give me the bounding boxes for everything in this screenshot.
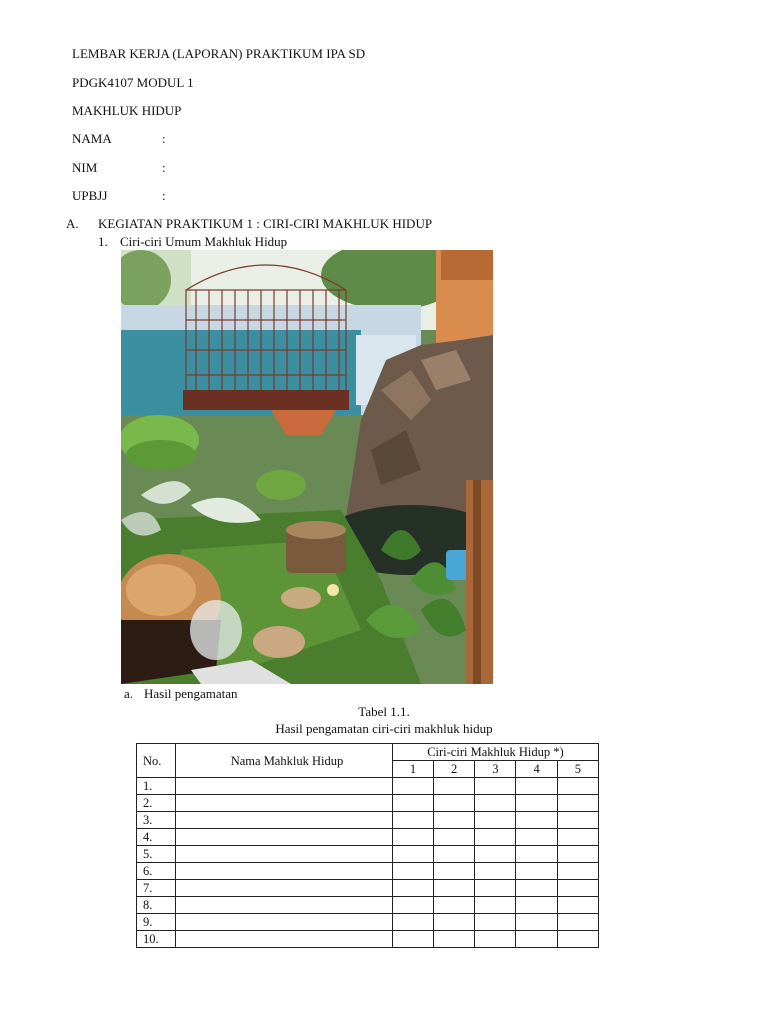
table-row bbox=[137, 846, 599, 863]
characteristic-cell-1[interactable] bbox=[392, 863, 433, 880]
name-cell[interactable] bbox=[176, 812, 393, 829]
characteristic-cell-1[interactable] bbox=[392, 829, 433, 846]
characteristic-cell-3[interactable] bbox=[475, 863, 516, 880]
name-cell[interactable] bbox=[176, 880, 393, 897]
header-char-5: 5 bbox=[557, 761, 598, 778]
subsection-title: Ciri-ciri Umum Makhluk Hidup bbox=[120, 234, 288, 249]
field-sep: : bbox=[162, 160, 166, 175]
field-sep: : bbox=[162, 188, 166, 203]
characteristic-cell-2[interactable] bbox=[434, 846, 475, 863]
characteristic-cell-1[interactable] bbox=[392, 778, 433, 795]
characteristic-cell-5[interactable] bbox=[557, 863, 598, 880]
characteristic-cell-3[interactable] bbox=[475, 880, 516, 897]
course-code: PDGK4107 MODUL 1 bbox=[72, 75, 194, 90]
table-header-row bbox=[137, 744, 599, 761]
characteristic-cell-2[interactable] bbox=[434, 795, 475, 812]
row-number: 3. bbox=[137, 812, 176, 829]
field-nim bbox=[72, 160, 166, 176]
characteristic-cell-1[interactable] bbox=[392, 914, 433, 931]
characteristic-cell-5[interactable] bbox=[557, 812, 598, 829]
row-number: 8. bbox=[137, 897, 176, 914]
table-caption: Hasil pengamatan ciri-ciri makhluk hidup bbox=[275, 721, 493, 736]
characteristic-cell-4[interactable] bbox=[516, 931, 557, 948]
section-marker: A. bbox=[66, 216, 79, 231]
characteristic-cell-2[interactable] bbox=[434, 829, 475, 846]
table-row bbox=[137, 795, 599, 812]
observation-marker: a. bbox=[124, 686, 134, 701]
characteristic-cell-5[interactable] bbox=[557, 778, 598, 795]
characteristic-cell-4[interactable] bbox=[516, 880, 557, 897]
table-row bbox=[137, 931, 599, 948]
name-cell[interactable] bbox=[176, 846, 393, 863]
characteristic-cell-3[interactable] bbox=[475, 812, 516, 829]
characteristic-cell-2[interactable] bbox=[434, 880, 475, 897]
row-number: 4. bbox=[137, 829, 176, 846]
table-body bbox=[137, 778, 599, 948]
field-sep: : bbox=[162, 131, 166, 146]
characteristic-cell-3[interactable] bbox=[475, 829, 516, 846]
characteristic-cell-4[interactable] bbox=[516, 778, 557, 795]
field-label: UPBJJ bbox=[72, 188, 108, 203]
name-cell[interactable] bbox=[176, 829, 393, 846]
section-title: KEGIATAN PRAKTIKUM 1 : CIRI-CIRI MAKHLUK HIDUP bbox=[98, 216, 433, 231]
row-number: 9. bbox=[137, 914, 176, 931]
characteristic-cell-1[interactable] bbox=[392, 931, 433, 948]
characteristic-cell-1[interactable] bbox=[392, 897, 433, 914]
characteristic-cell-5[interactable] bbox=[557, 914, 598, 931]
characteristic-cell-1[interactable] bbox=[392, 812, 433, 829]
name-cell[interactable] bbox=[176, 795, 393, 812]
header-char-1: 1 bbox=[392, 761, 433, 778]
name-cell[interactable] bbox=[176, 897, 393, 914]
characteristic-cell-5[interactable] bbox=[557, 880, 598, 897]
table-row bbox=[137, 778, 599, 795]
characteristic-cell-3[interactable] bbox=[475, 914, 516, 931]
field-label: NIM bbox=[72, 160, 98, 175]
row-number: 7. bbox=[137, 880, 176, 897]
subsection-heading bbox=[98, 234, 287, 250]
field-nama bbox=[72, 131, 166, 147]
characteristic-cell-3[interactable] bbox=[475, 795, 516, 812]
characteristic-cell-2[interactable] bbox=[434, 931, 475, 948]
characteristic-cell-4[interactable] bbox=[516, 812, 557, 829]
header-char-3: 3 bbox=[475, 761, 516, 778]
subsection-marker: 1. bbox=[98, 234, 108, 249]
row-number: 1. bbox=[137, 778, 176, 795]
name-cell[interactable] bbox=[176, 863, 393, 880]
doc-title: LEMBAR KERJA (LAPORAN) PRAKTIKUM IPA SD bbox=[72, 46, 366, 61]
observation-title: Hasil pengamatan bbox=[144, 686, 238, 701]
characteristic-cell-2[interactable] bbox=[434, 812, 475, 829]
characteristic-cell-4[interactable] bbox=[516, 829, 557, 846]
characteristic-cell-3[interactable] bbox=[475, 778, 516, 795]
name-cell[interactable] bbox=[176, 931, 393, 948]
name-cell[interactable] bbox=[176, 914, 393, 931]
garden-photo-illustration bbox=[121, 250, 493, 684]
row-number: 10. bbox=[137, 931, 176, 948]
characteristic-cell-2[interactable] bbox=[434, 897, 475, 914]
field-label: NAMA bbox=[72, 131, 112, 146]
observation-table bbox=[136, 743, 599, 948]
row-number: 5. bbox=[137, 846, 176, 863]
characteristic-cell-1[interactable] bbox=[392, 880, 433, 897]
table-row bbox=[137, 914, 599, 931]
characteristic-cell-1[interactable] bbox=[392, 846, 433, 863]
garden-photo bbox=[121, 250, 493, 684]
characteristic-cell-4[interactable] bbox=[516, 846, 557, 863]
section-heading bbox=[66, 216, 432, 232]
characteristic-cell-2[interactable] bbox=[434, 863, 475, 880]
characteristic-cell-3[interactable] bbox=[475, 846, 516, 863]
characteristic-cell-4[interactable] bbox=[516, 897, 557, 914]
row-number: 2. bbox=[137, 795, 176, 812]
observation-heading bbox=[124, 686, 238, 702]
header-characteristics: Ciri-ciri Makhluk Hidup *) bbox=[392, 744, 598, 761]
field-upbjj bbox=[72, 188, 166, 204]
header-char-2: 2 bbox=[434, 761, 475, 778]
table-number: Tabel 1.1. bbox=[358, 704, 410, 719]
characteristic-cell-5[interactable] bbox=[557, 846, 598, 863]
table-row bbox=[137, 897, 599, 914]
characteristic-cell-5[interactable] bbox=[557, 897, 598, 914]
characteristic-cell-4[interactable] bbox=[516, 795, 557, 812]
row-number: 6. bbox=[137, 863, 176, 880]
table-row bbox=[137, 880, 599, 897]
characteristic-cell-2[interactable] bbox=[434, 914, 475, 931]
characteristic-cell-5[interactable] bbox=[557, 829, 598, 846]
header-name: Nama Mahkluk Hidup bbox=[176, 744, 393, 778]
table-row bbox=[137, 812, 599, 829]
characteristic-cell-4[interactable] bbox=[516, 914, 557, 931]
characteristic-cell-5[interactable] bbox=[557, 795, 598, 812]
characteristic-cell-2[interactable] bbox=[434, 778, 475, 795]
characteristic-cell-3[interactable] bbox=[475, 931, 516, 948]
header-char-4: 4 bbox=[516, 761, 557, 778]
table-row bbox=[137, 829, 599, 846]
header-no: No. bbox=[137, 744, 176, 778]
table-row bbox=[137, 863, 599, 880]
characteristic-cell-1[interactable] bbox=[392, 795, 433, 812]
name-cell[interactable] bbox=[176, 778, 393, 795]
characteristic-cell-3[interactable] bbox=[475, 897, 516, 914]
characteristic-cell-5[interactable] bbox=[557, 931, 598, 948]
topic-title: MAKHLUK HIDUP bbox=[72, 103, 182, 118]
characteristic-cell-4[interactable] bbox=[516, 863, 557, 880]
